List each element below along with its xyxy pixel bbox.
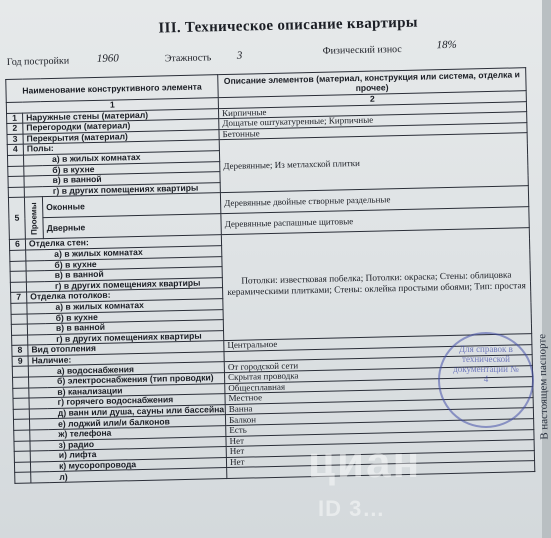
- stamp-text: Для справок в технической документации № 4: [453, 344, 519, 384]
- amenity-desc: Ванна: [225, 397, 533, 415]
- row-desc: Кирпичные: [218, 101, 526, 119]
- office-stamp: [438, 332, 534, 428]
- walls-sub-item: г) в других помещениях квартиры: [26, 277, 222, 292]
- door-desc: Деревянные распашные щитовые: [221, 207, 529, 235]
- amenity-name: и) лифта: [30, 447, 226, 462]
- ceilings-sub-item: г) в других помещениях квартиры: [28, 330, 224, 345]
- door-label: Дверные: [43, 214, 221, 239]
- amenity-name: з) радио: [30, 436, 226, 451]
- amenities-label: Наличие:: [28, 351, 224, 366]
- row-name: Перекрытия (материал): [23, 129, 219, 144]
- amenity-desc: Есть: [226, 419, 534, 437]
- wear-value: 18%: [436, 38, 457, 52]
- amenity-name: в) канализации: [29, 383, 225, 398]
- page-title: III. Техническое описание квартиры: [158, 14, 418, 37]
- openings-group-label: Проемы: [28, 201, 39, 235]
- header-name-num: 1: [6, 98, 218, 113]
- year-value: 1960: [96, 52, 119, 65]
- floors-sub-item: а) в жилых комнатах: [23, 151, 219, 166]
- row-num: 4: [7, 144, 23, 155]
- row-num: 2: [7, 123, 23, 134]
- walls-sub-item: б) в кухне: [26, 256, 222, 271]
- floors-label: Этажность: [164, 52, 212, 65]
- header-desc: Описание элементов (материал, конструкция или система, отделка и прочее): [218, 68, 526, 98]
- floors-sub-item: б) в кухне: [24, 161, 220, 176]
- walls-sub-item: в) в ванной: [26, 267, 222, 282]
- window-desc: Деревянные двойные створные раздельные: [220, 186, 528, 214]
- amenity-name: а) водоснабжения: [28, 362, 224, 377]
- amenity-desc: Нет: [226, 450, 534, 468]
- finish-desc: Потолки: известковая побелка; Потолки: окраска; Стены: облицовка керамическими плитками; Стены: оклейка простыми обоями; Тип: простая: [221, 228, 531, 341]
- amenity-desc: Местное: [225, 387, 533, 405]
- amenity-desc: От городской сети: [224, 355, 532, 373]
- walls-num: 6: [9, 239, 25, 250]
- ceilings-sub-item: в) в ванной: [27, 320, 223, 335]
- amenity-desc: Балкон: [225, 408, 533, 426]
- walls-label: Отделка стен:: [25, 235, 221, 250]
- heating-label: Вид отопления: [28, 341, 224, 356]
- window-label: Оконные: [42, 193, 220, 218]
- heating-desc: Центральное: [224, 334, 532, 352]
- heating-num: 8: [12, 345, 28, 356]
- ceilings-sub-item: б) в кухне: [27, 309, 223, 324]
- amenity-desc: Нет: [226, 429, 534, 447]
- row-desc: Бетонные: [219, 122, 527, 140]
- row-name: Наружные стены (материал): [23, 108, 219, 123]
- amenity-name: ж) телефона: [30, 426, 226, 441]
- row-num: 1: [7, 113, 23, 124]
- row-desc: Дощатые оштукатуренные; Кирпичные: [219, 112, 527, 130]
- amenity-name: к) мусоропровода: [30, 457, 226, 472]
- row-name: Полы:: [23, 140, 219, 155]
- amenity-desc: Общесплавная: [225, 376, 533, 394]
- floors-sub-item: г) в других помещениях квартиры: [24, 182, 220, 197]
- walls-sub-item: а) в жилых комнатах: [26, 246, 222, 261]
- ceilings-label: Отделка потолков:: [27, 288, 223, 303]
- watermark-logo: циан: [308, 438, 422, 487]
- ceilings-num: 7: [11, 292, 27, 303]
- side-note: В настоящем паспорте: [536, 333, 551, 440]
- header-desc-num: 2: [218, 91, 526, 109]
- amenity-name: л): [31, 468, 227, 483]
- amenity-desc: Скрытая проводка: [224, 366, 532, 384]
- row-num: 3: [7, 134, 23, 145]
- openings-num: 5: [8, 197, 25, 239]
- description-table: [5, 67, 535, 484]
- wear-label: Физический износ: [322, 43, 402, 57]
- amenity-name: е) лоджий или/и балконов: [29, 415, 225, 430]
- openings-group: [24, 197, 43, 239]
- amenity-name: г) горячего водоснабжения: [29, 394, 225, 409]
- ceilings-sub-item: а) в жилых комнатах: [27, 299, 223, 314]
- floors-sub-item: в) в ванной: [24, 172, 220, 187]
- floors-value: 3: [236, 49, 243, 62]
- amenity-desc: Нет: [226, 440, 534, 458]
- watermark-id: ID 3…: [318, 496, 386, 521]
- amenity-name: б) электроснабжения (тип проводки): [29, 373, 225, 388]
- floors-desc: Деревянные; Из метлахской плитки: [219, 133, 528, 193]
- year-label: Год постройки: [6, 55, 70, 68]
- amenity-name: д) ванн или душа, сауны или бассейна: [29, 404, 225, 419]
- row-name: Перегородки (материал): [23, 119, 219, 134]
- header-name: Наименование конструктивного элемента: [6, 75, 218, 103]
- amenities-num: 9: [12, 356, 28, 367]
